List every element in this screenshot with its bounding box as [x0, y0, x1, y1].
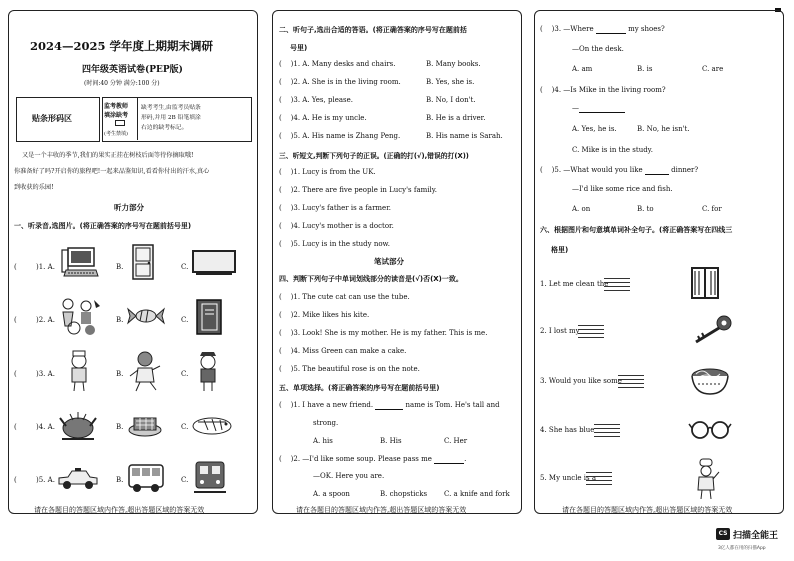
section-6-title-2: 格里)	[551, 246, 569, 254]
bus-icon	[126, 462, 166, 494]
camscanner-brand: 扫描全能王	[733, 531, 779, 541]
section-2-title-1: 二、听句子,选出合适的答语。(将正确答案的序号写在题前括	[279, 26, 467, 34]
s1-q3-c: C.	[181, 370, 189, 378]
s6-q3-writing-lines[interactable]	[618, 375, 644, 389]
s2-q2-b: B. Yes, she is.	[426, 78, 475, 86]
s1-q1-b: B.	[116, 263, 124, 271]
cook-icon	[692, 458, 720, 500]
s4-q4: ( )4. Miss Green can make a cake.	[279, 347, 407, 355]
s3-q4: ( )4. Lucy's mother is a doctor.	[279, 222, 394, 230]
door-icon	[130, 244, 156, 280]
absent-checkbox[interactable]	[115, 120, 125, 126]
s3-q5: ( )5. Lucy is in the study now.	[279, 240, 390, 248]
s5-q1: ( )1. I have a new friend. name is Tom. He's tall and	[279, 401, 500, 409]
s1-q1-num: )1. A.	[36, 263, 55, 271]
s5-q1-opt-b: B. His	[380, 437, 402, 445]
s2-q4: ( )4. A. He is my uncle.	[279, 114, 367, 122]
s5-q5-opt-a: A. on	[572, 205, 591, 213]
camscanner-tagline: 3亿人都在用的扫描App	[718, 546, 766, 551]
s5-q2-opt-c: C. a knife and fork	[444, 490, 510, 498]
section-3-title: 三、听短文,判断下列句子的正误。(正确的打(√),错误的打(X))	[279, 152, 469, 160]
s5-q5-opt-c: C. for	[702, 205, 722, 213]
s2-q1-b: B. Many books.	[426, 60, 481, 68]
noodles-bowl-icon	[688, 362, 732, 398]
s2-q5-b: B. His name is Sarah.	[426, 132, 503, 140]
s1-q3-b: B.	[116, 370, 124, 378]
s6-q2-writing-lines[interactable]	[578, 325, 604, 339]
right-footer: 请在各题目的答题区域内作答,超出答题区域的答案无效	[562, 506, 733, 514]
s2-q3: ( )3. A. Yes, please.	[279, 96, 353, 104]
cook-boy-icon	[64, 350, 94, 392]
s1-q4-num: )4. A.	[36, 423, 55, 431]
turkey-icon	[58, 408, 98, 442]
s5-q4-opt-a: A. Yes, he is.	[572, 125, 617, 133]
s2-q1: ( )1. A. Many desks and chairs.	[279, 60, 396, 68]
s5-q3-opt-c: C. are	[702, 65, 724, 73]
children-toys-icon	[58, 296, 102, 338]
glasses-icon	[688, 418, 732, 440]
s5-q4-opt-b: B. No, he isn't.	[637, 125, 690, 133]
notebook-icon	[194, 298, 224, 336]
taxi-icon	[56, 468, 100, 492]
section-6-title-1: 六、根据图片和句意填单词补全句子。(将正确答案写在四线三	[540, 226, 733, 234]
notice-line-3: 右边的缺考标记。	[141, 125, 188, 131]
s1-q2-num: )2. A.	[36, 316, 55, 324]
s3-q3: ( )3. Lucy's father is a farmer.	[279, 204, 391, 212]
s4-q1: ( )1. The cute cat can use the tube.	[279, 293, 410, 301]
s1-q5-c: C.	[181, 476, 189, 484]
notice-line-2: 形码,并用 2B 铅笔填涂	[141, 115, 201, 121]
teacher-label-2: 填涂缺考	[104, 112, 129, 119]
s5-q3-opt-b: B. is	[637, 65, 653, 73]
s1-paren-2: (	[14, 316, 17, 324]
s5-q4: ( )4. —Is Mike in the living room?	[540, 86, 666, 94]
s1-q4-c: C.	[181, 423, 189, 431]
s1-q5-b: B.	[116, 476, 124, 484]
s1-paren-1: (	[14, 263, 17, 271]
intro-line-1: 又是一个丰收的季节,我们的果实正挂在树枝后面等待你摘取哦!	[22, 152, 194, 159]
barcode-label: 贴条形码区	[32, 113, 72, 123]
s5-q4-dash: —	[572, 104, 625, 113]
police-boy-icon	[194, 350, 222, 392]
s1-q3-num: )3. A.	[36, 370, 55, 378]
window-icon	[690, 266, 720, 300]
s5-q1-opt-a: A. his	[313, 437, 333, 445]
s5-q1-opt-c: C. Her	[444, 437, 468, 445]
s5-q1-cont: strong.	[313, 419, 339, 427]
s6-q1: 1. Let me clean the	[540, 280, 609, 288]
s6-q4-writing-lines[interactable]	[594, 424, 620, 438]
train-icon	[190, 460, 230, 496]
blackboard-icon	[192, 250, 236, 276]
s1-q1-c: C.	[181, 263, 189, 271]
s5-q2-reply: —OK. Here you are.	[313, 472, 385, 480]
intro-line-3: 到收获的乐园!	[14, 184, 54, 191]
s2-q2: ( )2. A. She is in the living room.	[279, 78, 401, 86]
s6-q3: 3. Would you like some	[540, 377, 622, 385]
s5-q4-opt-c: C. Mike is in the study.	[572, 146, 653, 154]
s1-q5-num: )5. A.	[36, 476, 55, 484]
s3-q2: ( )2. There are five people in Lucy's family.	[279, 186, 437, 194]
s6-q2: 2. I lost my	[540, 327, 580, 335]
exam-title: 2024—2025 学年度上期期末调研	[30, 39, 214, 53]
fish-icon	[190, 412, 234, 438]
s5-q3: ( )3. —Where my shoes?	[540, 25, 665, 33]
running-girl-icon	[128, 350, 162, 392]
left-footer: 请在各题目的答题区域内作答,超出答题区域的答案无效	[34, 506, 205, 514]
absent-note: (考生禁填)	[104, 131, 128, 137]
notice-line-1: 缺考考生,由监考员贴条	[141, 105, 201, 111]
s5-q2: ( )2. —I'd like some soup. Please pass me .	[279, 455, 467, 463]
s2-q3-b: B. No, I don't.	[426, 96, 476, 104]
section-2-title-2: 号里)	[290, 44, 308, 52]
computer-icon	[60, 244, 100, 280]
key-icon	[690, 314, 734, 346]
s1-q2-c: C.	[181, 316, 189, 324]
s6-q5: 5. My uncle is a	[540, 474, 597, 482]
camscanner-logo	[716, 528, 730, 540]
intro-line-2: 你准备好了吗?开启你的旅程吧!一起来品鉴知识,看看你付出的汗水,真心	[14, 168, 210, 175]
camscanner-logo-text: CS	[718, 530, 728, 537]
section-5-title: 五、单项选择。(将正确答案的序号写在题前括号里)	[279, 384, 440, 392]
teacher-label-1: 监考教师	[104, 103, 129, 110]
s1-q2-b: B.	[116, 316, 124, 324]
s6-q1-writing-lines[interactable]	[604, 278, 630, 292]
pie-icon	[126, 412, 164, 438]
written-heading: 笔试部分	[374, 257, 404, 266]
s5-q3-opt-a: A. am	[572, 65, 593, 73]
s1-q4-b: B.	[116, 423, 124, 431]
s3-q1: ( )1. Lucy is from the UK.	[279, 168, 376, 176]
candy-icon	[126, 306, 166, 326]
middle-footer: 请在各题目的答题区域内作答,超出答题区域的答案无效	[296, 506, 467, 514]
s4-q5: ( )5. The beautiful rose is on the note.	[279, 365, 420, 373]
section-1-title: 一、听录音,选图片。(将正确答案的序号写在题前括号里)	[14, 222, 192, 230]
s1-paren-3: (	[14, 370, 17, 378]
s4-q3: ( )3. Look! She is my mother. He is my father. This is me.	[279, 329, 488, 337]
s1-paren-5: (	[14, 476, 17, 484]
exam-meta: (时间:40 分钟 满分:100 分)	[84, 80, 160, 87]
s2-q4-b: B. He is a driver.	[426, 114, 486, 122]
teacher-divider	[137, 97, 138, 140]
s4-q2: ( )2. Mike likes his kite.	[279, 311, 370, 319]
s1-paren-4: (	[14, 423, 17, 431]
s6-q4: 4. She has blue	[540, 426, 595, 434]
s5-q2-opt-a: A. a spoon	[313, 490, 350, 498]
listening-heading: 听力部分	[114, 203, 144, 212]
s5-q2-opt-b: B. chopsticks	[380, 490, 428, 498]
exam-subtitle: 四年级英语试卷(PEP版)	[82, 65, 183, 75]
s5-q3-reply: —On the desk.	[572, 45, 624, 53]
s5-q5-reply: —I'd like some rice and fish.	[572, 185, 673, 193]
s2-q5: ( )5. A. His name is Zhang Peng.	[279, 132, 401, 140]
section-4-title: 四、判断下列句子中单词划线部分的读音是(√)否(X)一致。	[279, 275, 463, 283]
s5-q5-opt-b: B. to	[637, 205, 654, 213]
s5-q5: ( )5. —What would you like dinner?	[540, 166, 699, 174]
s6-q5-writing-lines[interactable]	[586, 472, 612, 486]
